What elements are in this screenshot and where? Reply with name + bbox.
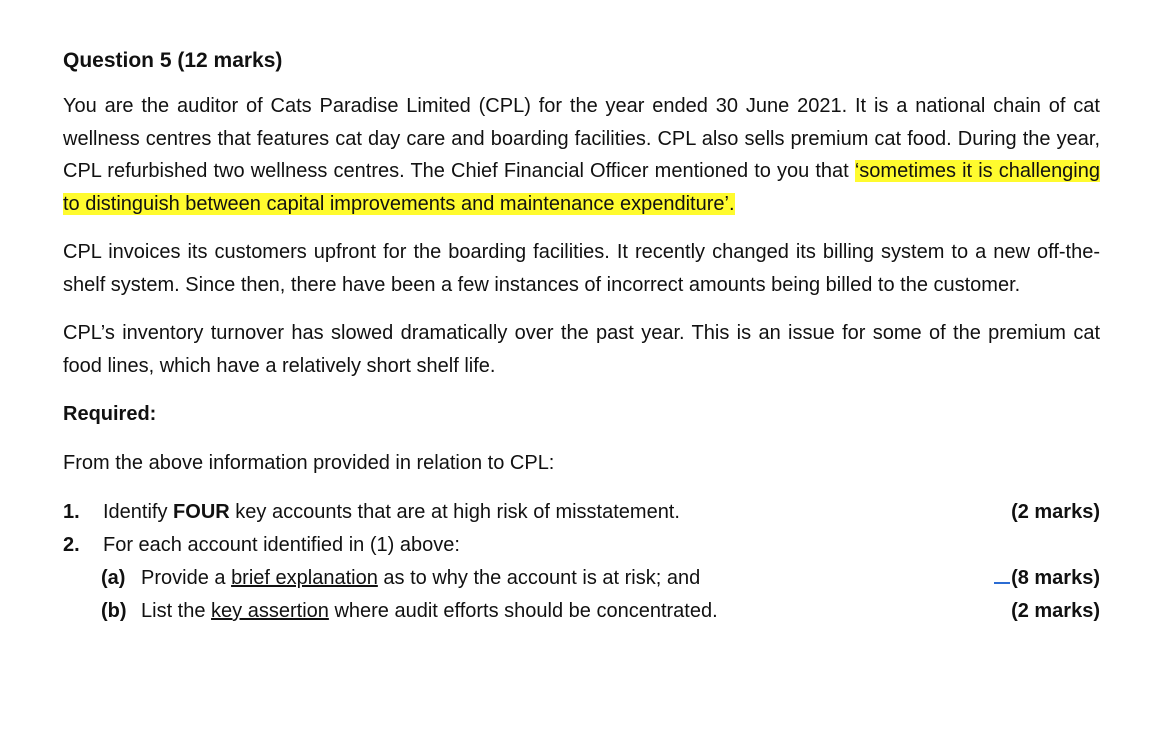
required-heading: Required: <box>63 403 157 425</box>
scenario-paragraph-1 <box>63 90 1100 220</box>
question-item-1 <box>63 496 1100 529</box>
question-title: Question 5 (12 marks) <box>63 49 283 72</box>
subitem-underlined-phrase: brief explanation <box>231 567 378 589</box>
item-text-bold: FOUR <box>173 501 230 523</box>
highlighted-quote: ‘sometimes it is challenging to distinguish between capital improvements and maintenance expenditure’. <box>63 160 1100 215</box>
item-text <box>103 496 680 529</box>
item-marks: (2 marks) <box>1011 501 1100 523</box>
subitem-text-part: as to why the account is at risk; and <box>377 567 701 589</box>
subitem-marks-value: (8 marks) <box>1011 567 1100 589</box>
subitem-underlined-phrase: key assertion <box>211 600 329 622</box>
item-text-part: Identify <box>103 501 174 523</box>
question-item-2 <box>63 529 1100 562</box>
subitem-marks <box>994 562 1100 595</box>
scenario-paragraph-2: CPL invoices its customers upfront for the boarding facilities. It recently changed its billing system to a new off-the-shelf system. Since then, there have been a few instances of incorrect amounts being billed to the customer. <box>63 241 1100 296</box>
item-number: 1. <box>63 501 80 523</box>
subitem-text <box>141 562 700 595</box>
scenario-paragraph-3: CPL’s inventory turnover has slowed dramatically over the past year. This is an issue for some of the premium cat food lines, which have a relatively short shelf life. <box>63 322 1100 377</box>
question-document <box>63 44 1100 628</box>
subitem-label: (a) <box>101 567 126 589</box>
item-text: For each account identified in (1) above: <box>103 534 460 556</box>
subitem-text-part: List the <box>141 600 212 622</box>
item-number: 2. <box>63 534 80 556</box>
subitem-text-part: Provide a <box>141 567 232 589</box>
question-subitem-b <box>63 595 1100 628</box>
item-text-part: key accounts that are at high risk of misstatement. <box>229 501 680 523</box>
subitem-text <box>141 595 718 628</box>
subitem-text-part: where audit efforts should be concentrated. <box>328 600 718 622</box>
scenario-paragraph-1-text: You are the auditor of Cats Paradise Limited (CPL) for the year ended 30 June 2021. It is a national chain of cat wellness centres that features cat day care and boarding facilities. CPL also sells premium cat food. During the year, CPL refurbished two wellness centres. The Chief Financial Officer mentioned to you that <box>63 95 1100 182</box>
question-subitem-a <box>63 562 1100 595</box>
required-intro: From the above information provided in relation to CPL: <box>63 452 555 474</box>
subitem-marks: (2 marks) <box>1011 600 1100 622</box>
subitem-label: (b) <box>101 600 127 622</box>
anchor-marker-icon <box>994 574 1010 584</box>
